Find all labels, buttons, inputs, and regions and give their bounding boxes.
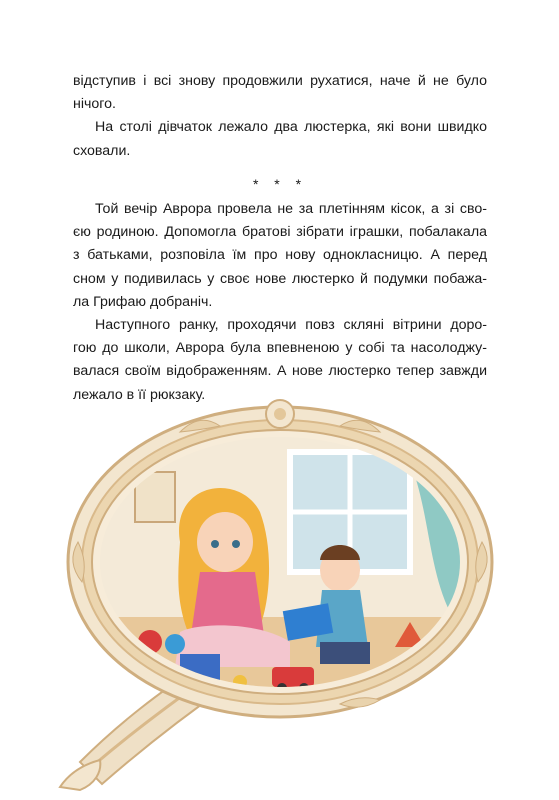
text-line: нічого.: [73, 96, 116, 113]
text-line: лежало в її рюкзаку.: [73, 386, 206, 403]
story-text: [73, 70, 487, 407]
hand-mirror-illustration: [40, 392, 510, 792]
paragraph-2: [73, 116, 487, 162]
text-line: відступив і всі знову продовжили рухатися, наче й не було: [73, 73, 487, 89]
text-line: сном у подивилась у своє нове люстерко й подумки побажа-: [73, 270, 487, 287]
text-line: валася своїм відображенням. А нове люстерко тепер завжди: [73, 363, 487, 380]
text-line: єю родиною. Допомогла братові зібрати іграшки, побалакала: [73, 224, 487, 241]
paragraph-3: [73, 198, 487, 314]
text-line: з батьками, розповіла їм про нову однокласницю. А перед: [73, 247, 487, 264]
text-line: ла Грифаю добраніч.: [73, 293, 213, 310]
text-line: Той вечір Аврора провела не за плетінням кісок, а зі сво-: [95, 201, 487, 218]
section-separator: * * *: [252, 175, 308, 192]
text-line: Наступного ранку, проходячи повз скляні вітрини доро-: [95, 317, 487, 334]
text-line: сховали.: [73, 142, 131, 159]
text-line: На столі дівчаток лежало два люстерка, які вони швидко: [95, 119, 487, 136]
text-line: гою до школи, Аврора була впевненою у собі та насолоджу-: [73, 340, 487, 357]
paragraph-1: [73, 70, 487, 116]
